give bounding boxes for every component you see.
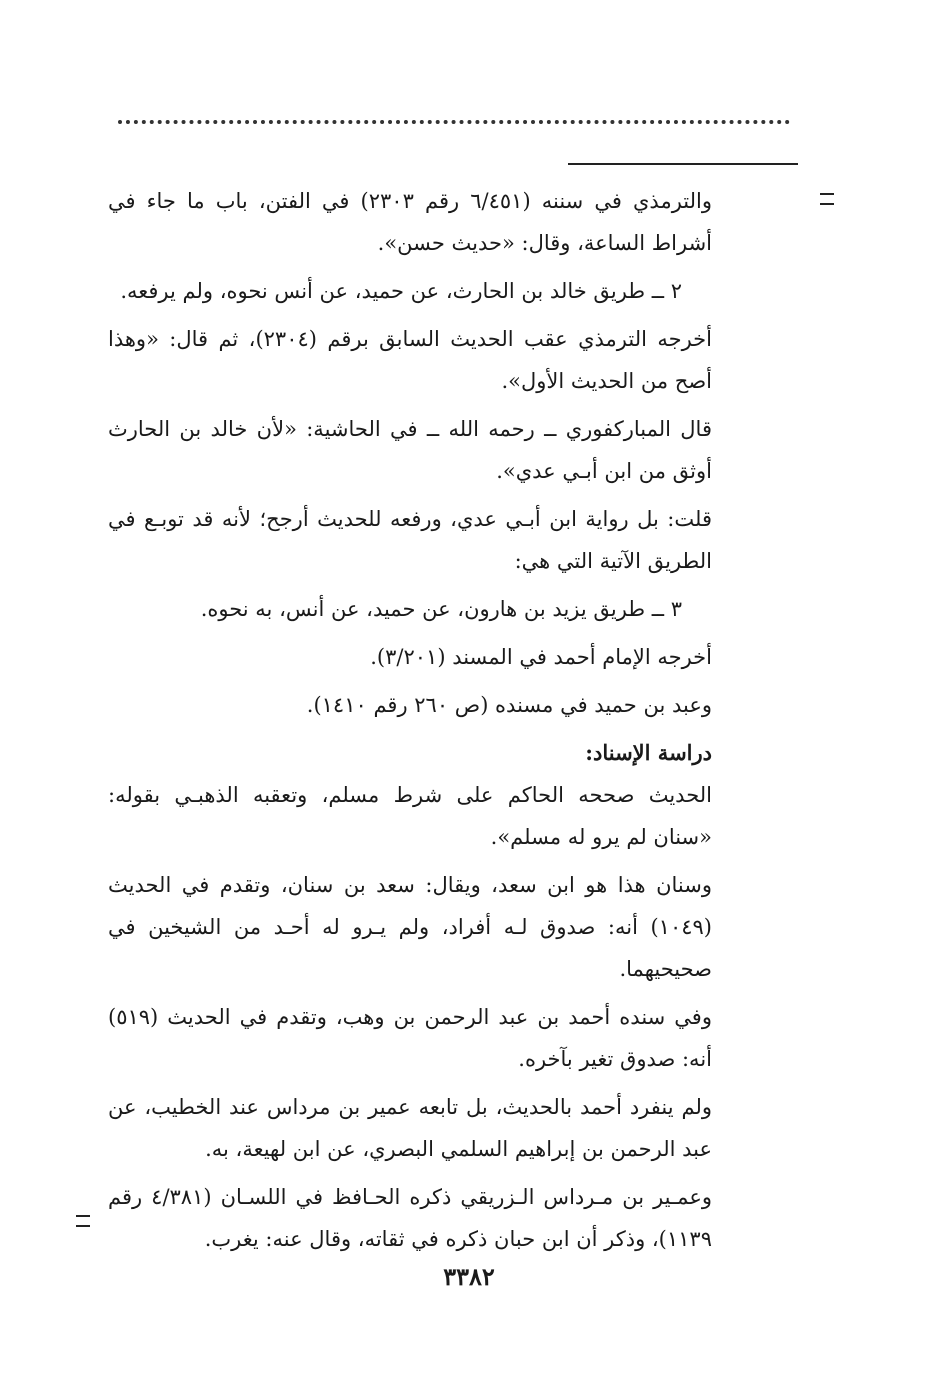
paragraph: أخرجه الإمام أحمد في المسند (٣/٢٠١). — [370, 645, 712, 669]
paragraph: أخرجه الترمذي عقب الحديث السابق برقم (٢٣٠٤)، ثم قال: «وهذا أصح من الحديث الأول». — [108, 327, 712, 393]
footnote-text — [108, 180, 712, 1266]
paragraph: والترمذي في سننه (٦/٤٥١ رقم ٢٣٠٣) في الفتن، باب ما جاء في أشراط الساعة، وقال: «حديث حسن». — [108, 189, 713, 255]
paragraph: وسنان هذا هو ابن سعد، ويقال: سعد بن سنان، وتقدم في الحديث (١٠٤٩) أنه: صدوق لـه أفراد، ولم يـرو له أحـد من الشيخين في صحيحيهما. — [108, 873, 712, 981]
dotted-separator — [118, 120, 790, 124]
paragraph: ٣ ــ طريق يزيد بن هارون، عن حميد، عن أنس، به نحوه. — [200, 597, 682, 621]
continuation-mark-top — [820, 193, 834, 205]
paragraph: وفي سنده أحمد بن عبد الرحمن بن وهب، وتقدم في الحديث (٥١٩) أنه: صدوق تغير بآخره. — [108, 1005, 712, 1071]
section-heading: دراسة الإسناد: — [585, 740, 712, 765]
page-number: ٣٣٨٢ — [443, 1262, 495, 1291]
paragraph: وعمـير بن مـرداس الـزريقي ذكره الحـافظ في اللسـان (٤/٣٨١ رقم ١١٣٩)، وذكر أن ابن حبان ذكره في ثقاته، وقال عنه: يغرب. — [108, 1185, 712, 1251]
paragraph: قال المباركفوري ــ رحمه الله ــ في الحاشية: «لأن خالد بن الحارث أوثق من ابن أبـي عدي». — [108, 417, 712, 483]
paragraph: ولم ينفرد أحمد بالحديث، بل تابعه عمير بن مرداس عند الخطيب، عن عبد الرحمن بن إبراهيم السلمي البصري، عن ابن لهيعة، به. — [108, 1095, 712, 1161]
paragraph: قلت: بل رواية ابن أبـي عدي، ورفعه للحديث أرجح؛ لأنه قد توبـع في الطريق الآتية التي هي: — [108, 507, 712, 573]
paragraph: وعبد بن حميد في مسنده (ص ٢٦٠ رقم ١٤١٠). — [306, 693, 712, 717]
paragraph: ٢ ــ طريق خالد بن الحارث، عن حميد، عن أنس نحوه، ولم يرفعه. — [120, 279, 682, 303]
footnote-rule — [568, 163, 798, 165]
paragraph: الحديث صححه الحاكم على شرط مسلم، وتعقبه الذهبـي بقوله: «سنان لم يرو له مسلم». — [108, 783, 712, 849]
continuation-mark-bottom — [76, 1215, 90, 1227]
